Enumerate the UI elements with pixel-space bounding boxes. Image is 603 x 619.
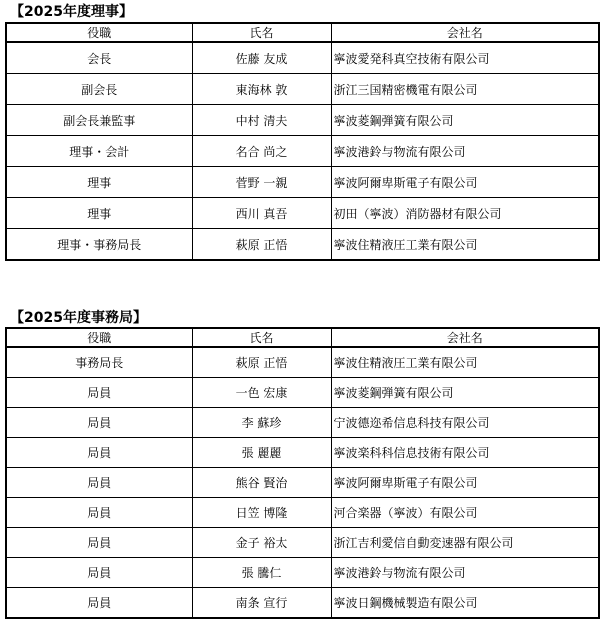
table-row: [6, 378, 599, 408]
table-row: [6, 558, 599, 588]
secretariat-table: [5, 327, 600, 619]
name-cell: 萩原 正悟: [192, 347, 331, 378]
company-cell: 初田（寧波）消防器材有限公司: [331, 198, 599, 229]
table-row: [6, 408, 599, 438]
board-table-header-row: [6, 23, 599, 42]
position-cell: 会長: [6, 42, 192, 74]
company-cell: 浙江吉利愛信自動変速器有限公司: [331, 528, 599, 558]
position-cell: 局員: [6, 558, 192, 588]
table-row: [6, 167, 599, 198]
position-cell: 副会長: [6, 74, 192, 105]
name-cell: 李 蘇珍: [192, 408, 331, 438]
table-row: [6, 438, 599, 468]
table-row: [6, 498, 599, 528]
table-row: [6, 105, 599, 136]
table-row: [6, 347, 599, 378]
name-cell: 一色 宏康: [192, 378, 331, 408]
company-cell: 寧波住精液圧工業有限公司: [331, 229, 599, 261]
table-row: [6, 588, 599, 619]
name-cell: 金子 裕太: [192, 528, 331, 558]
name-cell: 中村 清夫: [192, 105, 331, 136]
name-cell: 菅野 一親: [192, 167, 331, 198]
name-cell: 日笠 博隆: [192, 498, 331, 528]
company-cell: 寧波楽科科信息技術有限公司: [331, 438, 599, 468]
company-cell: 寧波住精液圧工業有限公司: [331, 347, 599, 378]
position-cell: 局員: [6, 498, 192, 528]
column-header-company: 会社名: [331, 328, 599, 347]
position-cell: 局員: [6, 408, 192, 438]
column-header-name: 氏名: [192, 328, 331, 347]
position-cell: 理事・会計: [6, 136, 192, 167]
company-cell: 浙江三国精密機電有限公司: [331, 74, 599, 105]
table-row: [6, 74, 599, 105]
company-cell: 寧波港鈴与物流有限公司: [331, 558, 599, 588]
company-cell: 寧波日鋼機械製造有限公司: [331, 588, 599, 619]
position-cell: 副会長兼監事: [6, 105, 192, 136]
board-table: [5, 22, 600, 261]
column-header-position: 役職: [6, 328, 192, 347]
name-cell: 張 騰仁: [192, 558, 331, 588]
company-cell: 寧波菱鋼弾簧有限公司: [331, 378, 599, 408]
position-cell: 局員: [6, 588, 192, 619]
position-cell: 理事: [6, 167, 192, 198]
position-cell: 局員: [6, 378, 192, 408]
name-cell: 西川 真吾: [192, 198, 331, 229]
name-cell: 南条 宣行: [192, 588, 331, 619]
company-cell: 河合楽器（寧波）有限公司: [331, 498, 599, 528]
table-row: [6, 136, 599, 167]
name-cell: 熊谷 賢治: [192, 468, 331, 498]
column-header-position: 役職: [6, 23, 192, 42]
board-section-title: 【2025年度理事】: [10, 4, 133, 20]
company-cell: 寧波阿爾卑斯電子有限公司: [331, 167, 599, 198]
company-cell: 寧波愛発科真空技術有限公司: [331, 42, 599, 74]
company-cell: 寧波阿爾卑斯電子有限公司: [331, 468, 599, 498]
name-cell: 名合 尚之: [192, 136, 331, 167]
secretariat-table-header-row: [6, 328, 599, 347]
company-cell: 寧波港鈴与物流有限公司: [331, 136, 599, 167]
column-header-company: 会社名: [331, 23, 599, 42]
table-row: [6, 42, 599, 74]
position-cell: 局員: [6, 438, 192, 468]
position-cell: 事務局長: [6, 347, 192, 378]
position-cell: 局員: [6, 528, 192, 558]
company-cell: 宁波德迩希信息科技有限公司: [331, 408, 599, 438]
table-row: [6, 468, 599, 498]
name-cell: 佐藤 友成: [192, 42, 331, 74]
position-cell: 理事: [6, 198, 192, 229]
column-header-name: 氏名: [192, 23, 331, 42]
name-cell: 張 麗麗: [192, 438, 331, 468]
name-cell: 萩原 正悟: [192, 229, 331, 261]
secretariat-section-title: 【2025年度事務局】: [10, 310, 147, 326]
table-row: [6, 198, 599, 229]
name-cell: 東海林 敦: [192, 74, 331, 105]
table-row: [6, 528, 599, 558]
position-cell: 局員: [6, 468, 192, 498]
table-row: [6, 229, 599, 261]
company-cell: 寧波菱鋼弾簧有限公司: [331, 105, 599, 136]
position-cell: 理事・事務局長: [6, 229, 192, 261]
